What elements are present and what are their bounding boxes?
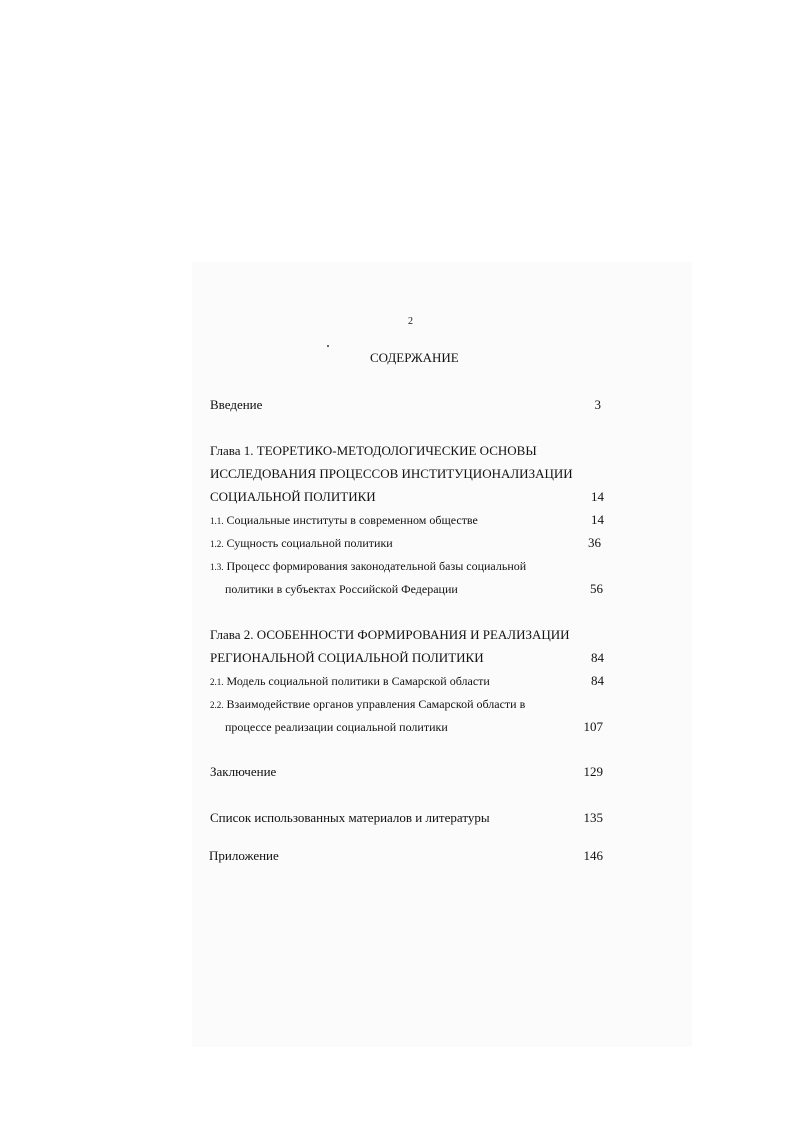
toc-entry-page: 84: [591, 673, 604, 688]
toc-chapter2-line2: [0, 648, 795, 668]
section-number: 2.1.: [210, 677, 224, 687]
toc-chapter-heading: Глава 2. ОСОБЕННОСТИ ФОРМИРОВАНИЯ И РЕАЛИЗАЦИИ: [210, 627, 570, 642]
toc-entry-page: 3: [594, 397, 601, 412]
toc-section-text: [210, 556, 526, 577]
toc-entry-page: 107: [583, 719, 603, 734]
section-label: политики в субъектах Российской Федерации: [225, 582, 458, 596]
toc-entry-label: Приложение: [209, 848, 279, 863]
toc-entry-page: 84: [591, 650, 604, 665]
toc-section-2-2: [0, 694, 795, 714]
toc-entry-label: Список использованных материалов и литературы: [210, 810, 490, 825]
toc-entry-label: Заключение: [210, 764, 277, 779]
toc-section-text: [210, 510, 478, 531]
toc-chapter1-line2: [0, 464, 795, 484]
toc-chapter-heading: Глава 1. ТЕОРЕТИКО-МЕТОДОЛОГИЧЕСКИЕ ОСНОВЫ: [210, 443, 537, 458]
section-label: Модель социальной политики в Самарской области: [226, 674, 490, 688]
section-label: Сущность социальной политики: [226, 536, 393, 550]
toc-section-text: [210, 533, 393, 554]
toc-entry-conclusion: [0, 762, 795, 782]
toc-section-1-3-cont: [0, 579, 795, 599]
toc-entry-page: 36: [588, 535, 601, 550]
toc-chapter1-line3: [0, 487, 795, 507]
toc-section-text: [210, 671, 490, 692]
section-label: процессе реализации социальной политики: [225, 720, 448, 734]
page-number: 2: [408, 316, 413, 327]
toc-entry-page: 14: [591, 512, 604, 527]
toc-entry-label: Введение: [210, 397, 263, 412]
toc-chapter2-line1: [0, 625, 795, 645]
section-label: Социальные институты в современном обществе: [226, 513, 478, 527]
toc-title: СОДЕРЖАНИЕ: [370, 350, 459, 365]
section-number: 1.2.: [210, 539, 224, 549]
section-label: Взаимодействие органов управления Самарской области в: [226, 697, 526, 711]
section-label: Процесс формирования законодательной базы социальной: [226, 559, 527, 573]
toc-entry-page: 146: [583, 848, 603, 863]
section-number: 1.1.: [210, 516, 224, 526]
toc-entry-page: 129: [583, 764, 603, 779]
toc-section-1-3: [0, 556, 795, 576]
toc-chapter1-line1: [0, 441, 795, 461]
toc-chapter-heading: РЕГИОНАЛЬНОЙ СОЦИАЛЬНОЙ ПОЛИТИКИ: [210, 650, 484, 665]
toc-chapter-heading: СОЦИАЛЬНОЙ ПОЛИТИКИ: [210, 489, 376, 504]
toc-entry-appendix: [0, 846, 795, 866]
section-number: 2.2.: [210, 700, 224, 710]
toc-chapter-heading: ИССЛЕДОВАНИЯ ПРОЦЕССОВ ИНСТИТУЦИОНАЛИЗАЦИИ: [210, 466, 573, 481]
toc-section-text: [210, 694, 525, 715]
toc-section-2-2-cont: [0, 717, 795, 737]
toc-entry-page: 14: [591, 489, 604, 504]
section-number: 1.3.: [210, 562, 224, 572]
toc-entry-page: 135: [583, 810, 603, 825]
toc-entry-references: [0, 808, 795, 828]
toc-section-1-2: [0, 533, 795, 553]
scan-speck: [327, 345, 329, 347]
toc-section-2-1: [0, 671, 795, 691]
toc-entry-intro: [0, 395, 795, 415]
toc-section-1-1: [0, 510, 795, 530]
toc-entry-page: 56: [590, 581, 603, 596]
